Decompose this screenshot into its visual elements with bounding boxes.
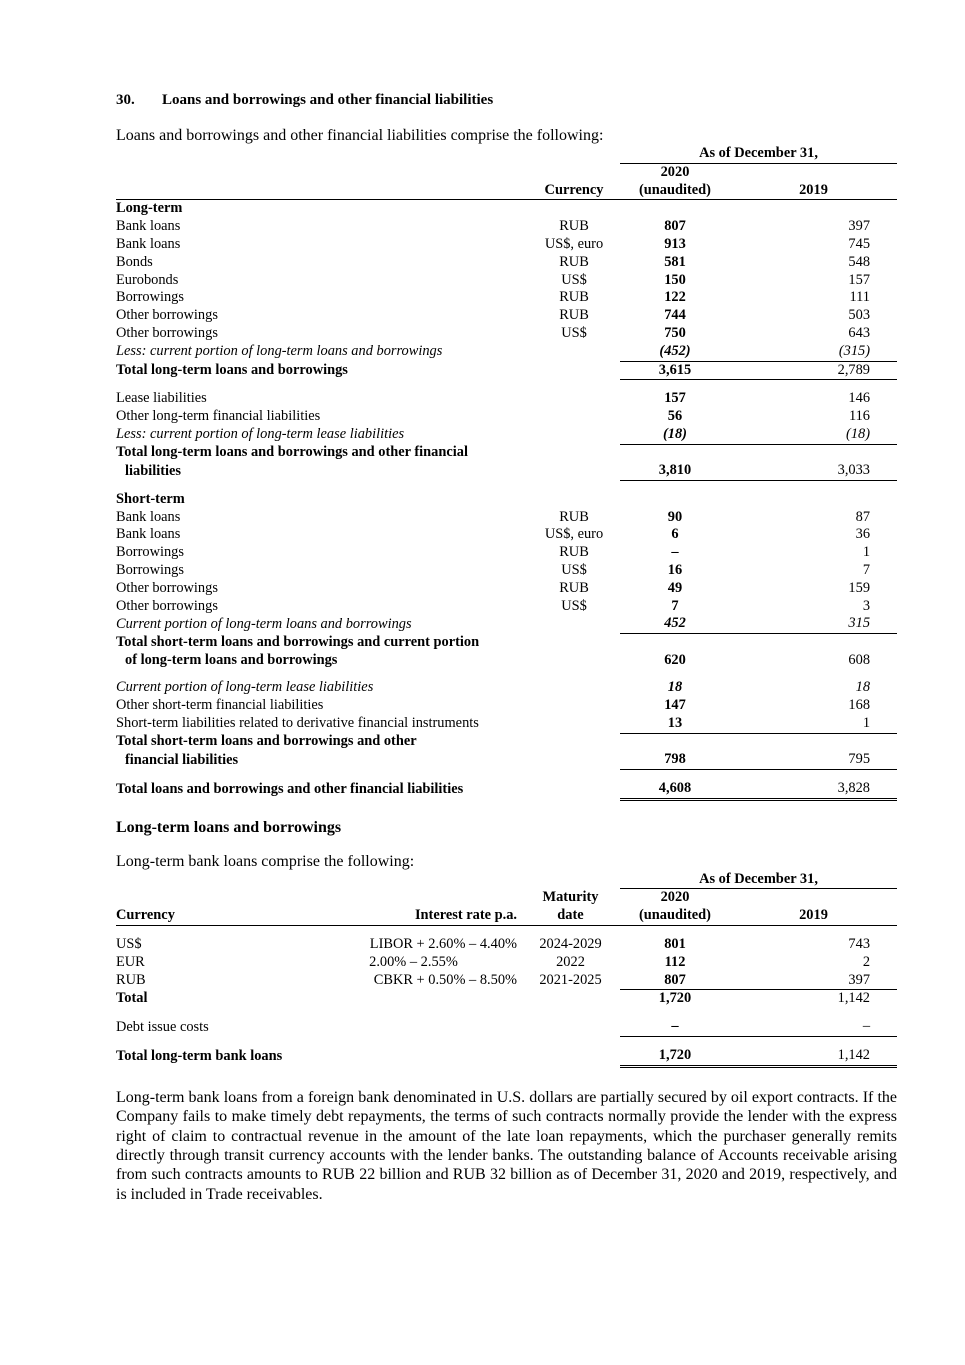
- row-value-2020: 913: [664, 235, 686, 252]
- row-value-2020: 801: [664, 935, 686, 952]
- long-term-heading: Long-term: [116, 200, 183, 217]
- table-row: [116, 615, 897, 633]
- row-currency: US$, euro: [544, 526, 604, 543]
- row-value-2020: 90: [667, 508, 683, 525]
- row-value-2019: 1: [862, 544, 871, 561]
- row-value-2020: 1,720: [658, 990, 692, 1007]
- table-row: [116, 236, 897, 254]
- section-title: [116, 92, 897, 109]
- row-value-2019: 87: [855, 508, 871, 525]
- row-label: Other long-term financial liabilities: [116, 408, 321, 425]
- table2-col-2020-note: (unaudited): [620, 907, 730, 925]
- row-label: Total: [116, 990, 148, 1007]
- row-label-line1: Total long-term loans and borrowings and other financial: [116, 444, 468, 461]
- table-row: [116, 272, 897, 290]
- row-value-2020: 16: [667, 562, 683, 579]
- row-label: Borrowings: [116, 562, 184, 579]
- row-value-2019: 1: [730, 715, 897, 733]
- row-label: Other borrowings: [116, 307, 218, 324]
- row-value-2020: –: [671, 544, 679, 561]
- row-value-2019: 608: [848, 651, 871, 668]
- row-value-2019: 168: [848, 697, 871, 714]
- row-value-2020: 4,608: [620, 780, 730, 799]
- row-value-2020: –: [620, 1018, 730, 1036]
- row-value-2020: 56: [667, 408, 683, 425]
- row-value-2020: 157: [664, 390, 686, 407]
- table2-col-2019: 2019: [730, 907, 897, 925]
- row-value-2019: 18: [855, 679, 871, 696]
- row-value-2020: 112: [664, 953, 686, 970]
- row-currency: RUB: [116, 972, 146, 989]
- row-value-2019: 2,789: [730, 361, 897, 380]
- row-currency: RUB: [559, 579, 589, 596]
- table2-col-2020-year: 2020: [660, 889, 690, 906]
- row-label: Total long-term bank loans: [116, 1048, 283, 1065]
- total-row: [116, 733, 897, 751]
- row-currency: RUB: [559, 253, 589, 270]
- row-currency: US$: [561, 597, 587, 614]
- row-value-2019: 157: [848, 271, 871, 288]
- row-label: Other short-term financial liabilities: [116, 697, 324, 714]
- table-row: [116, 715, 897, 733]
- row-value-2019: 146: [848, 390, 871, 407]
- table-row: [116, 679, 897, 697]
- row-value-2019: 116: [848, 408, 871, 425]
- row-value-2020: 798: [620, 751, 730, 769]
- table-row: [116, 408, 897, 426]
- row-label: Other borrowings: [116, 324, 218, 341]
- row-value-2020: 581: [664, 253, 686, 270]
- table-row: [116, 598, 897, 616]
- row-value-2020: 150: [664, 271, 686, 288]
- row-value-2020: 49: [667, 579, 683, 596]
- row-label: Eurobonds: [116, 271, 179, 288]
- table-row: [116, 697, 897, 715]
- short-term-heading: Short-term: [116, 490, 185, 507]
- row-label-line1: Total short-term loans and borrowings and current portion: [116, 633, 480, 650]
- row-maturity: 2024-2029: [539, 935, 602, 952]
- table-row: [116, 289, 897, 307]
- row-value-2019: 159: [848, 579, 871, 596]
- row-value-2020: 807: [664, 218, 686, 235]
- row-value-2019: 7: [862, 562, 871, 579]
- row-value-2019: 1,142: [837, 990, 871, 1007]
- row-label: Bank loans: [116, 526, 181, 543]
- total-row: [116, 361, 897, 380]
- total-row: [116, 990, 897, 1008]
- row-currency: RUB: [559, 289, 589, 306]
- row-currency: RUB: [559, 307, 589, 324]
- row-value-2019: 397: [848, 218, 871, 235]
- table-row: [116, 254, 897, 272]
- loans-table: [116, 145, 897, 801]
- row-value-2020: 750: [664, 324, 686, 341]
- row-value-2019: (315): [730, 343, 897, 361]
- row-value-2019: 3: [862, 597, 871, 614]
- table-row: [116, 509, 897, 527]
- row-maturity: 2021-2025: [539, 972, 602, 989]
- row-label: Bank loans: [116, 508, 181, 525]
- row-label-line2: of long-term loans and borrowings: [125, 651, 338, 668]
- row-value-2020: 18: [667, 679, 683, 696]
- subsection-intro: Long-term bank loans comprise the following:: [116, 852, 415, 870]
- row-currency: RUB: [559, 508, 589, 525]
- table-row: [116, 218, 897, 236]
- row-value-2019: 2: [862, 953, 871, 970]
- row-interest-rate: LIBOR + 2.60% – 4.40%: [369, 935, 517, 952]
- section-title-text: Loans and borrowings and other financial liabilities: [162, 92, 494, 108]
- row-value-2020: 7: [671, 597, 679, 614]
- row-label: Bonds: [116, 253, 153, 270]
- grand-total-row: [116, 780, 897, 799]
- total-row: [116, 634, 897, 652]
- table-row: [116, 390, 897, 408]
- row-value-2020: 452: [620, 615, 730, 633]
- table-row: [116, 307, 897, 325]
- row-value-2020: 122: [664, 289, 686, 306]
- row-label-line2: financial liabilities: [125, 751, 239, 768]
- row-maturity: 2022: [556, 953, 585, 970]
- table2-group-header: As of December 31,: [620, 871, 897, 889]
- subsection-title: Long-term loans and borrowings: [116, 818, 342, 836]
- row-label: Borrowings: [116, 289, 184, 306]
- total-row: [116, 652, 897, 670]
- table-row: [116, 562, 897, 580]
- row-label: Short-term liabilities related to derivative financial instruments: [116, 715, 479, 732]
- row-label: Lease liabilities: [116, 390, 207, 407]
- table-row: [116, 972, 897, 990]
- row-value-2020: 3,810: [620, 462, 730, 480]
- row-value-2019: 503: [848, 307, 871, 324]
- row-currency: US$: [116, 935, 142, 952]
- row-value-2020: 807: [620, 972, 730, 990]
- table-row: [116, 343, 897, 361]
- table1-col-currency: Currency: [528, 182, 620, 200]
- row-value-2019: –: [730, 1018, 897, 1036]
- row-value-2019: 3,033: [730, 462, 897, 480]
- table-row: [116, 936, 897, 954]
- row-value-2019: 3,828: [730, 780, 897, 799]
- row-currency: US$: [561, 562, 587, 579]
- row-value-2020: 147: [664, 697, 686, 714]
- table-row: [116, 580, 897, 598]
- row-label: Less: current portion of long-term loans and borrowings: [116, 343, 443, 360]
- row-currency: US$, euro: [544, 235, 604, 252]
- row-label: Other borrowings: [116, 579, 218, 596]
- row-currency: US$: [561, 271, 587, 288]
- table1-col-2020-year: 2020: [660, 163, 690, 180]
- row-label: Current portion of long-term lease liabilities: [116, 679, 374, 696]
- row-label: Borrowings: [116, 544, 184, 561]
- table1-col-2020-note: (unaudited): [620, 182, 730, 200]
- row-currency: US$: [561, 324, 587, 341]
- row-label: Less: current portion of long-term lease liabilities: [116, 426, 405, 443]
- table2-col-currency: Currency: [116, 907, 306, 925]
- table-row: [116, 544, 897, 562]
- row-label: Bank loans: [116, 235, 181, 252]
- row-currency: RUB: [559, 544, 589, 561]
- total-row: [116, 462, 897, 480]
- section-number: 30.: [116, 92, 135, 108]
- closing-paragraph: Long-term bank loans from a foreign bank denominated in U.S. dollars are partially secured by oil export contracts. If the Company fails to make timely debt repayments, the terms of such contracts normally provide the lender with the express right of claim to contractual revenue in the amount of the late loan repayments, which the purchaser generally remits directly through transit currency accounts with the lender banks. The outstanding balance of Accounts receivable arising from such contracts amounts to RUB 22 billion and RUB 32 billion as of December 31, 2020 and 2019, respectively, and is included in Trade receivables.: [116, 1088, 897, 1203]
- row-label-line2: liabilities: [125, 462, 181, 479]
- table-row: [116, 954, 897, 972]
- row-label: Bank loans: [116, 218, 181, 235]
- row-value-2020: 620: [664, 651, 686, 668]
- row-label: Total long-term loans and borrowings: [116, 362, 348, 379]
- row-interest-rate: 2.00% – 2.55%: [369, 953, 458, 970]
- row-value-2020: 6: [671, 526, 679, 543]
- row-label-line1: Total short-term loans and borrowings and other: [116, 733, 417, 750]
- row-label: Total loans and borrowings and other financial liabilities: [116, 781, 464, 798]
- total-row: [116, 1047, 897, 1066]
- section-intro: Loans and borrowings and other financial liabilities comprise the following:: [116, 127, 604, 144]
- row-value-2019: 111: [849, 289, 871, 306]
- row-value-2019: 643: [848, 324, 871, 341]
- table-row: [116, 526, 897, 544]
- long-term-bank-loans-table: [116, 871, 897, 1068]
- row-value-2019: 743: [848, 935, 871, 952]
- total-row: [116, 751, 897, 769]
- row-value-2020: 744: [664, 307, 686, 324]
- table-row: [116, 325, 897, 343]
- table2-col-maturity-line2: date: [521, 907, 620, 925]
- table-row: [116, 1018, 897, 1036]
- row-value-2019: 315: [730, 615, 897, 633]
- total-row: [116, 444, 897, 462]
- row-value-2019: 36: [855, 526, 871, 543]
- row-currency: EUR: [116, 953, 145, 970]
- row-value-2019: 397: [730, 972, 897, 990]
- row-value-2019: 795: [730, 751, 897, 769]
- table1-group-header: As of December 31,: [620, 145, 897, 163]
- row-value-2020: (452): [620, 343, 730, 361]
- row-interest-rate: CBKR + 0.50% – 8.50%: [373, 972, 517, 989]
- row-value-2020: 1,720: [620, 1047, 730, 1066]
- row-value-2020: 13: [620, 715, 730, 733]
- table2-col-maturity-line1: Maturity: [542, 889, 599, 906]
- row-label: Other borrowings: [116, 597, 218, 614]
- document-page: [116, 92, 897, 1204]
- table2-col-rate: Interest rate p.a.: [306, 907, 521, 925]
- row-value-2020: (18): [620, 426, 730, 444]
- table-row: [116, 426, 897, 444]
- row-value-2019: 548: [848, 253, 871, 270]
- row-value-2019: 745: [848, 235, 871, 252]
- table1-col-2019: 2019: [730, 182, 897, 200]
- row-currency: RUB: [559, 218, 589, 235]
- row-value-2020: 3,615: [620, 361, 730, 380]
- row-label: Current portion of long-term loans and borrowings: [116, 615, 412, 632]
- row-label: Debt issue costs: [116, 1018, 209, 1035]
- row-value-2019: 1,142: [730, 1047, 897, 1066]
- row-value-2019: (18): [730, 426, 897, 444]
